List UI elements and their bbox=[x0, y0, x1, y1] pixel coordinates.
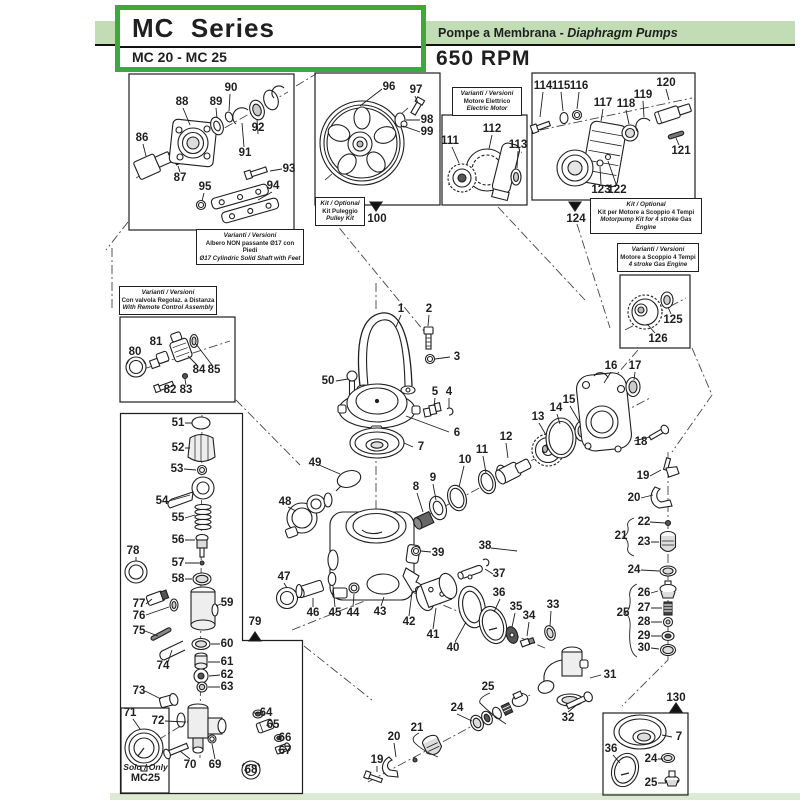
part-callout-25: 25 bbox=[644, 777, 658, 789]
series-title: MC Series bbox=[132, 13, 275, 43]
mc25-label: MC25 bbox=[130, 772, 161, 784]
part-callout-59: 59 bbox=[220, 597, 234, 609]
part-callout-86: 86 bbox=[135, 132, 149, 144]
part-callout-7: 7 bbox=[675, 731, 683, 743]
part-callout-43: 43 bbox=[373, 606, 387, 618]
part-callout-6: 6 bbox=[453, 427, 461, 439]
part-callout-130: 130 bbox=[666, 692, 686, 704]
caption-line: Kit / Optional bbox=[626, 201, 666, 208]
part-callout-74: 74 bbox=[156, 660, 170, 672]
part-callout-21: 21 bbox=[410, 722, 424, 734]
part-callout-116: 116 bbox=[569, 80, 589, 92]
part-callout-5: 5 bbox=[431, 386, 439, 398]
caption-line: Motore a Scoppio 4 Tempi bbox=[620, 253, 696, 261]
part-callout-73: 73 bbox=[132, 685, 146, 697]
part-callout-33: 33 bbox=[546, 599, 560, 611]
part-callout-122: 122 bbox=[607, 184, 627, 196]
caption-line: Con valvola Regolaz. a Distanza bbox=[121, 296, 215, 304]
subtitle-italian: Pompe a Membrana - bbox=[438, 26, 568, 40]
part-callout-111: 111 bbox=[441, 135, 459, 147]
part-callout-24: 24 bbox=[644, 753, 658, 765]
part-callout-61: 61 bbox=[220, 656, 234, 668]
part-callout-87: 87 bbox=[173, 172, 187, 184]
part-callout-84: 84 bbox=[192, 364, 206, 376]
inset-caption-remote-control bbox=[119, 286, 217, 315]
part-callout-75: 75 bbox=[132, 625, 146, 637]
part-callout-62: 62 bbox=[220, 669, 234, 681]
part-callout-35: 35 bbox=[509, 601, 523, 613]
part-callout-113: 113 bbox=[508, 139, 528, 151]
part-callout-53: 53 bbox=[170, 463, 184, 475]
inset-caption-electric-motor bbox=[452, 87, 522, 116]
caption-line: Pulley Kit bbox=[326, 215, 354, 223]
part-callout-121: 121 bbox=[671, 145, 691, 157]
part-callout-64: 64 bbox=[259, 707, 273, 719]
part-callout-31: 31 bbox=[603, 669, 617, 681]
part-callout-45: 45 bbox=[328, 607, 342, 619]
part-callout-38: 38 bbox=[478, 540, 492, 552]
part-callout-95: 95 bbox=[198, 181, 212, 193]
part-callout-83: 83 bbox=[179, 384, 193, 396]
caption-line: Kit per Motore a Scoppio 4 Tempi bbox=[597, 208, 695, 216]
part-callout-24: 24 bbox=[450, 702, 464, 714]
part-callout-18: 18 bbox=[634, 436, 648, 448]
part-callout-36: 36 bbox=[492, 587, 506, 599]
rpm-label: 650 RPM bbox=[436, 47, 531, 70]
part-callout-20: 20 bbox=[387, 731, 401, 743]
part-callout-32: 32 bbox=[561, 712, 575, 724]
part-callout-29: 29 bbox=[637, 630, 651, 642]
caption-line: 4 stroke Gas Engine bbox=[628, 261, 688, 269]
part-callout-19: 19 bbox=[370, 754, 384, 766]
part-callout-71: 71 bbox=[123, 707, 137, 719]
part-callout-79: 79 bbox=[248, 616, 262, 628]
part-callout-78: 78 bbox=[126, 545, 140, 557]
caption-line: Motorpump Kit for 4 stroke Gas Engine bbox=[600, 216, 692, 231]
caption-line: Kit / Optional bbox=[320, 200, 360, 207]
part-callout-28: 28 bbox=[637, 616, 651, 628]
part-callout-118: 118 bbox=[616, 98, 636, 110]
caption-line: Varianti / Versioni bbox=[460, 90, 514, 97]
part-callout-15: 15 bbox=[562, 394, 576, 406]
part-callout-72: 72 bbox=[151, 715, 165, 727]
inset-caption-gas-engine-variant bbox=[617, 243, 699, 272]
part-callout-82: 82 bbox=[163, 384, 177, 396]
subtitle-english: Diaphragm Pumps bbox=[567, 26, 678, 40]
part-callout-117: 117 bbox=[593, 97, 613, 109]
part-callout-3: 3 bbox=[453, 351, 461, 363]
caption-line: Electric Motor bbox=[466, 105, 508, 113]
part-callout-94: 94 bbox=[266, 180, 280, 192]
part-callout-119: 119 bbox=[633, 89, 653, 101]
part-callout-123: 123 bbox=[591, 184, 611, 196]
part-callout-63: 63 bbox=[220, 681, 234, 693]
part-callout-27: 27 bbox=[637, 602, 651, 614]
part-callout-25: 25 bbox=[616, 607, 630, 619]
part-callout-65: 65 bbox=[266, 719, 280, 731]
part-callout-56: 56 bbox=[171, 534, 185, 546]
part-callout-42: 42 bbox=[402, 616, 416, 628]
part-callout-22: 22 bbox=[637, 516, 651, 528]
part-callout-99: 99 bbox=[420, 126, 434, 138]
part-callout-24: 24 bbox=[627, 564, 641, 576]
model-range: MC 20 - MC 25 bbox=[132, 49, 227, 65]
caption-line: Varianti / Versioni bbox=[141, 289, 195, 296]
part-callout-1: 1 bbox=[397, 303, 405, 315]
part-callout-90: 90 bbox=[224, 82, 238, 94]
part-callout-98: 98 bbox=[420, 114, 434, 126]
part-callout-34: 34 bbox=[522, 610, 536, 622]
pump-type-subtitle bbox=[438, 26, 678, 40]
caption-line: Varianti / Versioni bbox=[223, 232, 277, 239]
part-callout-114: 114 bbox=[533, 80, 553, 92]
part-callout-26: 26 bbox=[637, 587, 651, 599]
part-callout-126: 126 bbox=[648, 333, 668, 345]
caption-line: Varianti / Versioni bbox=[631, 246, 685, 253]
part-callout-13: 13 bbox=[531, 411, 545, 423]
part-callout-97: 97 bbox=[409, 84, 423, 96]
part-callout-85: 85 bbox=[207, 364, 221, 376]
part-callout-68: 68 bbox=[244, 764, 258, 776]
part-callout-55: 55 bbox=[171, 512, 185, 524]
part-callout-112: 112 bbox=[482, 123, 502, 135]
part-callout-54: 54 bbox=[155, 495, 169, 507]
part-callout-40: 40 bbox=[446, 642, 460, 654]
part-callout-14: 14 bbox=[549, 402, 563, 414]
solo-mc25-note bbox=[122, 762, 169, 784]
inset-caption-solid-shaft bbox=[196, 229, 304, 265]
caption-line: Ø17 Cylindric Solid Shaft with Feet bbox=[199, 254, 301, 262]
part-callout-93: 93 bbox=[282, 163, 296, 175]
part-callout-58: 58 bbox=[171, 573, 185, 585]
part-callout-4: 4 bbox=[445, 386, 453, 398]
part-callout-66: 66 bbox=[278, 732, 292, 744]
part-callout-8: 8 bbox=[412, 481, 420, 493]
part-callout-10: 10 bbox=[458, 454, 472, 466]
part-callout-81: 81 bbox=[149, 336, 163, 348]
part-callout-52: 52 bbox=[171, 442, 185, 454]
part-callout-89: 89 bbox=[209, 96, 223, 108]
series-title-box bbox=[115, 5, 426, 72]
part-callout-70: 70 bbox=[183, 759, 197, 771]
part-callout-120: 120 bbox=[656, 77, 676, 89]
part-callout-92: 92 bbox=[251, 122, 265, 134]
part-callout-96: 96 bbox=[382, 81, 396, 93]
part-callout-20: 20 bbox=[627, 492, 641, 504]
part-callout-80: 80 bbox=[128, 346, 142, 358]
part-callout-37: 37 bbox=[492, 568, 506, 580]
part-callout-30: 30 bbox=[637, 642, 651, 654]
part-callout-2: 2 bbox=[425, 303, 433, 315]
caption-line: With Remote Control Assembly bbox=[122, 304, 214, 312]
caption-line: Kit Puleggio bbox=[322, 207, 358, 215]
part-callout-48: 48 bbox=[278, 496, 292, 508]
part-callout-47: 47 bbox=[277, 571, 291, 583]
part-callout-77: 77 bbox=[132, 598, 146, 610]
part-callout-36: 36 bbox=[604, 743, 618, 755]
part-callout-76: 76 bbox=[132, 610, 146, 622]
part-callout-57: 57 bbox=[171, 557, 185, 569]
part-callout-11: 11 bbox=[475, 444, 489, 456]
inset-caption-gas-engine-kit bbox=[590, 198, 702, 234]
part-callout-60: 60 bbox=[220, 638, 234, 650]
part-callout-25: 25 bbox=[481, 681, 495, 693]
part-callout-7: 7 bbox=[417, 441, 425, 453]
part-callout-51: 51 bbox=[171, 417, 185, 429]
part-callout-9: 9 bbox=[429, 472, 437, 484]
caption-line: Motore Elettrico bbox=[463, 97, 511, 105]
part-callout-100: 100 bbox=[367, 213, 387, 225]
part-callout-46: 46 bbox=[306, 607, 320, 619]
part-callout-39: 39 bbox=[431, 547, 445, 559]
part-callout-16: 16 bbox=[604, 360, 618, 372]
part-callout-125: 125 bbox=[663, 314, 683, 326]
part-callout-41: 41 bbox=[426, 629, 440, 641]
inset-caption-pulley-kit bbox=[315, 197, 365, 226]
part-callout-17: 17 bbox=[628, 360, 642, 372]
part-callout-88: 88 bbox=[175, 96, 189, 108]
part-callout-44: 44 bbox=[346, 607, 360, 619]
part-callout-23: 23 bbox=[637, 536, 651, 548]
part-callout-21: 21 bbox=[614, 530, 628, 542]
part-callout-69: 69 bbox=[208, 759, 222, 771]
part-callout-115: 115 bbox=[551, 80, 571, 92]
part-callout-67: 67 bbox=[278, 745, 292, 757]
part-callout-124: 124 bbox=[566, 213, 586, 225]
part-callout-19: 19 bbox=[636, 470, 650, 482]
part-callout-91: 91 bbox=[238, 147, 252, 159]
part-callout-50: 50 bbox=[321, 375, 335, 387]
part-callout-49: 49 bbox=[308, 457, 322, 469]
caption-line: Albero NON passante Ø17 con Piedi bbox=[205, 239, 295, 255]
solo-only-label: Solo / Only bbox=[123, 762, 168, 772]
part-callout-12: 12 bbox=[499, 431, 513, 443]
